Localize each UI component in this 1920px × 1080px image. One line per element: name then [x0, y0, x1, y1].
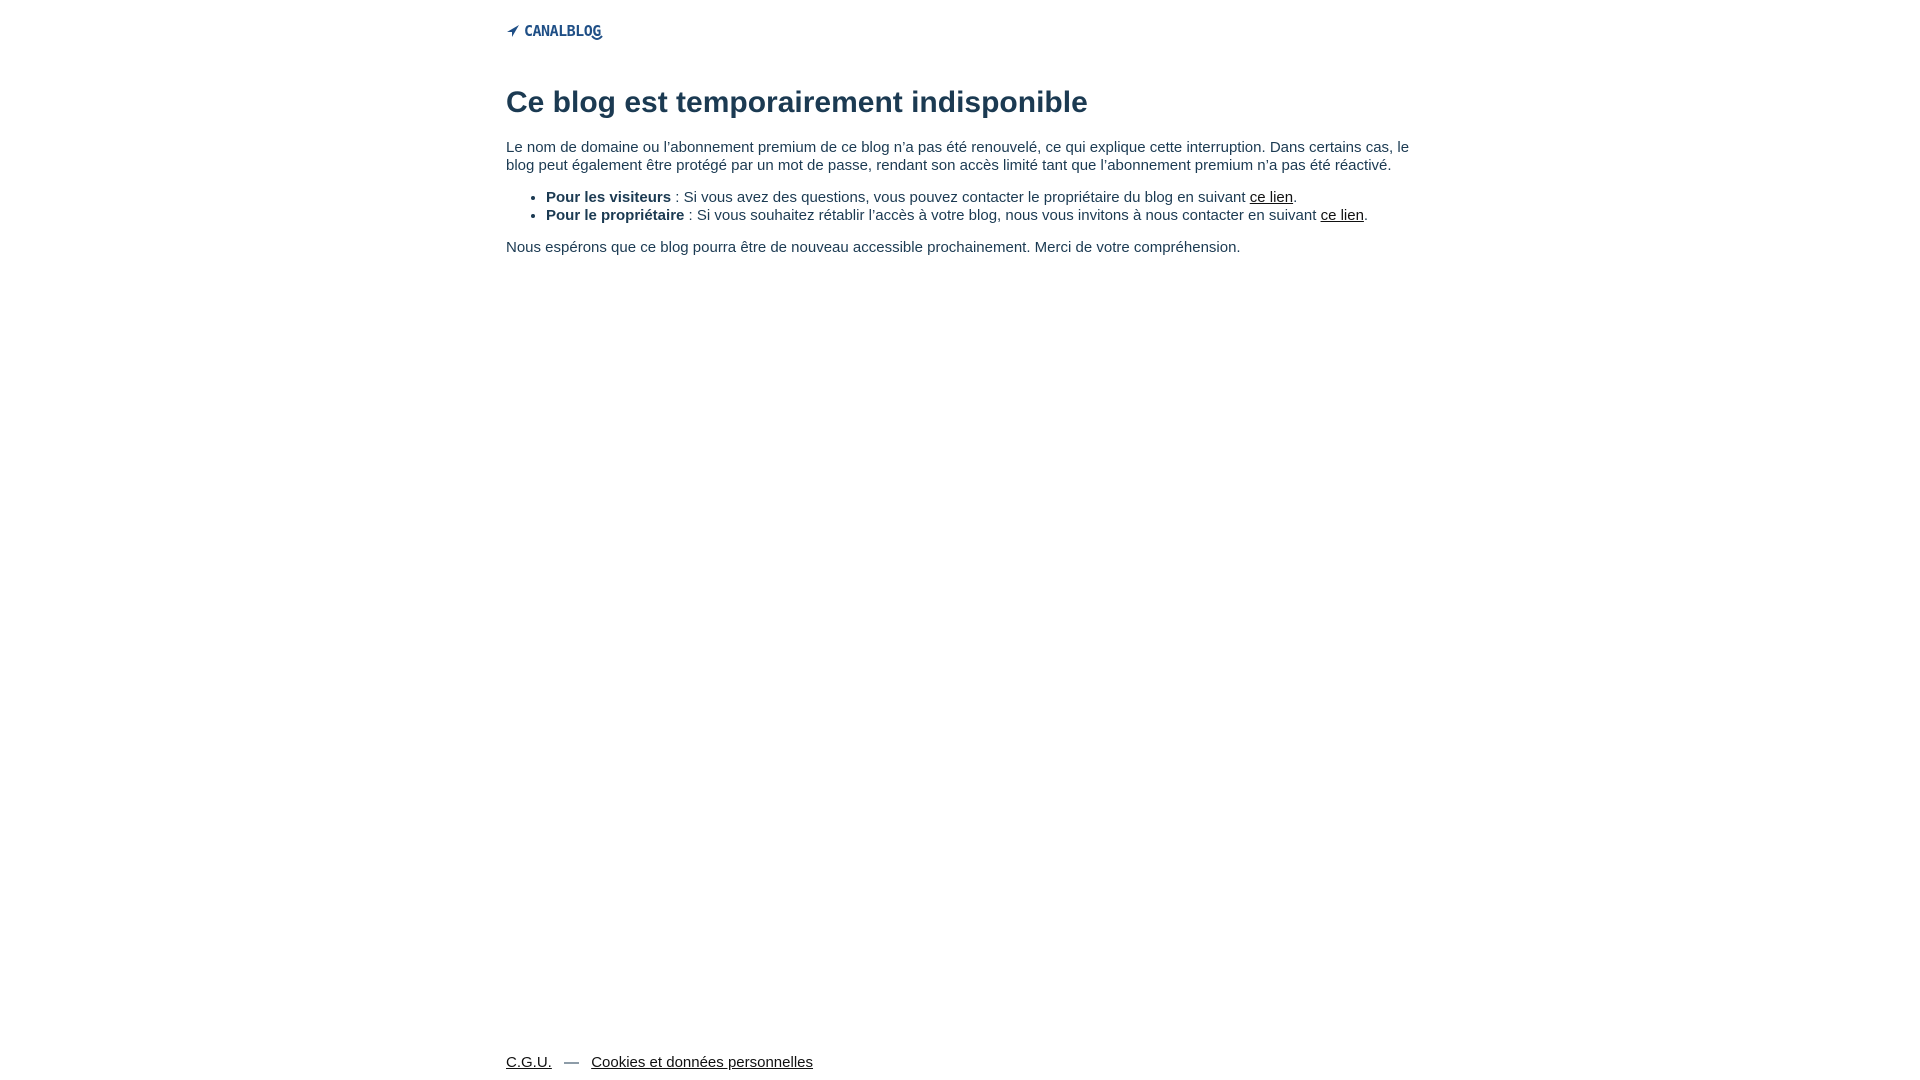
closing-paragraph: Nous espérons que ce blog pourra être de nouveau accessible prochainement. Merci de votre compréhension.	[506, 239, 1241, 256]
list-item-punctuation: .	[1293, 189, 1298, 206]
info-list	[506, 189, 1368, 225]
logo-swoosh-icon	[591, 33, 603, 43]
footer	[506, 1054, 813, 1072]
canalblog-logo[interactable]	[506, 18, 603, 44]
logo-text: CANALBLOG	[524, 22, 601, 40]
cookies-link[interactable]: Cookies et données personnelles	[591, 1054, 814, 1071]
visitors-contact-link[interactable]: ce lien	[1249, 189, 1294, 206]
cgu-link[interactable]: C.G.U.	[506, 1054, 552, 1071]
paper-plane-icon	[506, 24, 520, 38]
owner-contact-link[interactable]: ce lien	[1320, 207, 1364, 224]
intro-paragraph: Le nom de domaine ou l’abonnement premium de ce blog n’a pas été renouvelé, ce qui explique cette interruption. Dans certains cas, le blog peut également être protégé par un mot de passe, rendant son accès limité tant que l’abonnement premium n’a pas été réactivé.	[506, 139, 1410, 174]
list-item-visitors	[546, 189, 1368, 207]
page-title: Ce blog est temporairement indisponible	[506, 86, 1088, 119]
list-item-text: : Si vous souhaitez rétablir l’accès à votre blog, nous vous invitons à nous contacter en suivant	[684, 207, 1321, 224]
list-item-label: Pour le propriétaire	[546, 207, 685, 224]
list-item-owner	[546, 207, 1368, 225]
list-item-label: Pour les visiteurs	[546, 189, 672, 206]
list-item-text: : Si vous avez des questions, vous pouvez contacter le propriétaire du blog en suivant	[671, 189, 1250, 206]
list-item-punctuation: .	[1363, 207, 1369, 224]
footer-separator: —	[564, 1054, 580, 1071]
